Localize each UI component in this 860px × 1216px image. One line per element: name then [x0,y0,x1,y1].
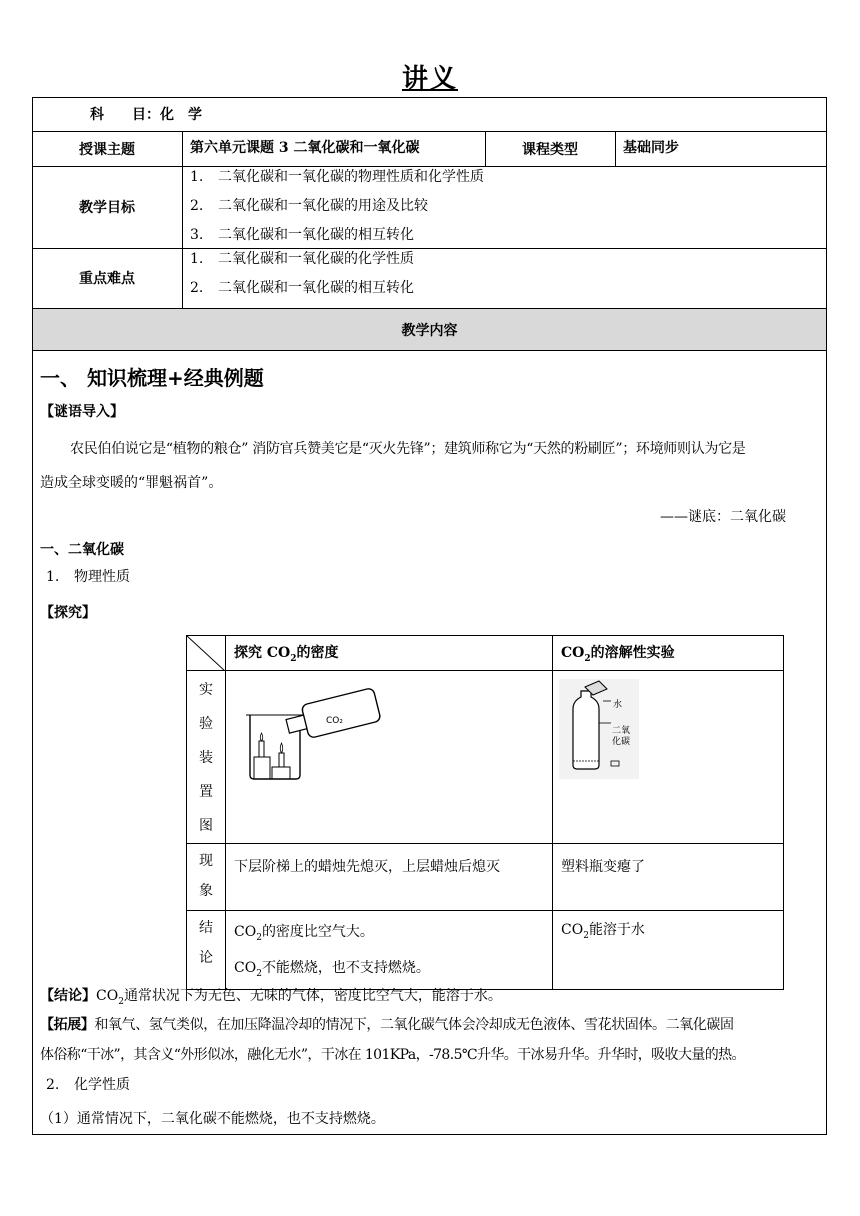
list-item: 2. 二氧化碳和一氧化碳的用途及比较 [190,198,428,214]
subject-label: 科 目：化 学 [90,107,202,123]
list-item: 2. 二氧化碳和一氧化碳的相互转化 [190,280,414,296]
diagonal-line [187,636,225,671]
goals-label: 教学目标 [79,200,135,216]
extension-line-1: 【拓展】和氧气、氢气类似，在加压降温冷却的情况下，二氧化碳气体会冷却成无色液体、雪花状固体。二氧化碳固 [40,1017,734,1033]
list-item: 1. 二氧化碳和一氧化碳的化学性质 [190,251,414,267]
row-divider [32,350,827,351]
bottle-co2-label: CO₂ [326,716,343,726]
conclusion-line: 【结论】$CO_2$通常状况下为无色、无味的气体，密度比空气大，能溶于水。 [40,988,502,1007]
riddle-heading: 【谜语导入】 [40,404,124,420]
conclusion-row-label: 结 论 [187,911,226,990]
course-type-label: 课程类型 [522,141,578,158]
explore-heading: 【探究】 [40,605,96,621]
experiment-table [186,635,784,990]
document-title: 讲义 [401,64,458,94]
chem-point-1: （1）通常情况下，二氧化碳不能燃烧，也不支持燃烧。 [40,1111,385,1127]
content-header: 教学内容 [33,309,826,350]
section-title: 一、 知识梳理+经典例题 [40,366,264,390]
riddle-line-2: 造成全球变暖的“罪魁祸首”。 [40,475,223,491]
key-points-label: 重点难点 [79,271,135,287]
co2-vertical-label: 二氧化碳 [612,726,631,747]
solubility-apparatus-cell [553,671,784,844]
density-apparatus-figure [242,683,382,793]
density-conclusion: $CO_2$的密度比空气大。 $CO_2$不能燃烧，也不支持燃烧。 [226,911,553,990]
apparatus-row-label: 实 验 装 置 图 [187,671,226,844]
chemical-properties-item: 2. 化学性质 [46,1077,130,1093]
density-phenomenon: 下层阶梯上的蜡烛先熄灭，上层蜡烛后熄灭 [226,844,553,911]
course-type-value: 基础同步 [623,140,679,156]
water-label: 水 [613,700,623,710]
riddle-line-1: 农民伯伯说它是“植物的粮仓” 消防官兵赞美它是“灭火先锋”；建筑师称它为“天然的粉刷匠”；环境师则认为它是 [70,441,746,457]
density-apparatus-cell [226,671,553,844]
solubility-header: $CO_2$的溶解性实验 [553,636,784,671]
list-item: 3. 二氧化碳和一氧化碳的相互转化 [190,227,414,243]
solubility-phenomenon: 塑料瓶变瘪了 [553,844,784,911]
physical-properties-item: 1. 物理性质 [46,569,130,585]
list-item: 1. 二氧化碳和一氧化碳的物理性质和化学性质 [190,169,484,185]
phenomenon-row-label: 现 象 [187,844,226,911]
col-divider [182,131,183,308]
density-header: 探究 $CO_2$的密度 [226,636,553,671]
co2-heading: 一、二氧化碳 [40,542,124,558]
solubility-apparatus-figure [559,679,639,779]
topic-value: 第六单元课题 3 二氧化碳和一氧化碳 [190,140,420,156]
solubility-conclusion: $CO_2$能溶于水 [553,911,784,990]
riddle-answer: ——谜底：二氧化碳 [660,509,786,525]
topic-label: 授课主题 [79,141,135,158]
col-divider [615,131,616,166]
extension-line-2: 体俗称“干冰”，其含义“外形似冰，融化无水”，干冰在 101KPa，-78.5℃升华。干冰易升华。升华时，吸收大量的热。 [40,1047,745,1063]
goals-list [190,163,484,250]
diagonal-header-cell [187,636,226,671]
key-points-list [190,245,414,303]
